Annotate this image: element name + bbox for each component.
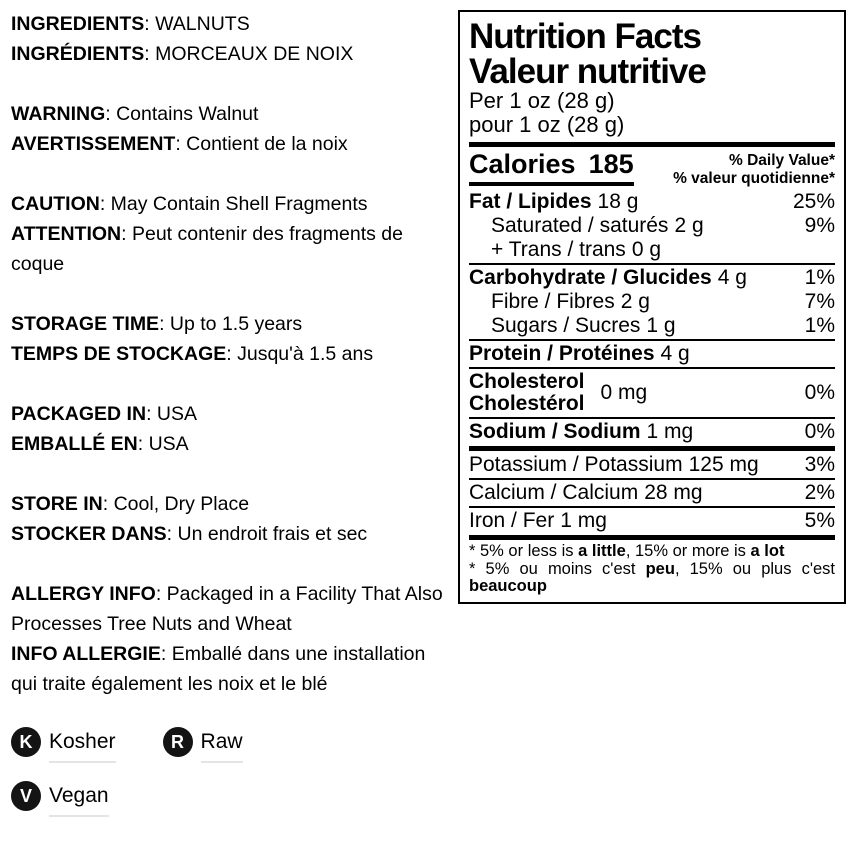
info-group [11,399,453,459]
info-line-label: PACKAGED IN [11,403,147,425]
nutrient-row [469,453,835,477]
nutrient-amount: 0 g [631,238,662,261]
info-line: STORE IN: Cool, Dry Place [11,493,250,515]
panel-title-fr: Valeur nutritive [469,52,706,91]
nutrient-row [469,190,835,214]
info-line-label: AVERTISSEMENT [11,133,176,155]
nutrient-amount: 2 g [620,290,650,313]
info-line: INGREDIENTS: WALNUTS [11,13,250,35]
info-line-label: ATTENTION [11,223,122,245]
info-line: STORAGE TIME: Up to 1.5 years [11,313,303,335]
nutrient-name: Protein / Protéines [469,342,655,365]
certification-badges [11,727,411,835]
info-line-label: INGREDIENTS [11,13,145,35]
footnote-en [469,543,835,561]
divider-thin [469,263,835,265]
footnote-fragment: a lot [750,542,785,560]
info-line-label: STORE IN [11,493,103,515]
daily-value-percent: 25% [792,190,835,213]
raw-icon: R [163,727,193,757]
footnote-fragment: peu [645,559,675,578]
info-line: AVERTISSEMENT: Contient de la noix [11,133,348,155]
nutrient-row [469,370,835,416]
daily-value-percent: 9% [804,214,835,237]
divider-thick [469,535,835,540]
divider-thin [469,417,835,419]
nutrient-amount: 4 g [660,342,690,365]
nutrient-name-line: Cholesterol [469,370,585,393]
badge-row [11,781,411,817]
info-group [11,9,453,69]
calories-value [469,150,634,186]
info-group [11,579,453,699]
divider-thin [469,367,835,369]
footnote-fragment: * 5% or less is [469,542,579,560]
info-line-label: INFO ALLERGIE [11,643,161,665]
nutrient-name: Sugars / Sucres [491,314,641,337]
divider-thick [469,142,835,147]
info-line-label: STOCKER DANS [11,523,167,545]
info-line: CAUTION: May Contain Shell Fragments [11,193,368,215]
badge-label: Kosher [49,727,116,763]
footnote-fragment: , 15% ou plus c'est [674,559,836,578]
info-line: TEMPS DE STOCKAGE: Jusqu'à 1.5 ans [11,343,374,365]
nutrient-name: + Trans / trans [491,238,626,261]
nutrient-row [469,266,835,290]
info-line: INFO ALLERGIE: Emballé dans une installation qui traite également les noix et le blé [11,643,426,695]
daily-value-percent: 1% [804,314,835,337]
calories-number: 185 [588,149,634,179]
info-line: INGRÉDIENTS: MORCEAUX DE NOIX [11,43,354,65]
nutrient-name: Iron / Fer [469,509,555,532]
panel-title-en: Nutrition Facts [469,17,701,56]
vegan-icon: V [11,781,41,811]
footnote-fragment: * 5% ou moins c'est [469,559,646,578]
nutrient-amount: 1 g [646,314,676,337]
nutrient-amount: 18 g [597,190,639,213]
info-line: STOCKER DANS: Un endroit frais et sec [11,523,368,545]
nutrient-row [469,238,835,262]
daily-value-percent: 1% [804,266,835,289]
footnote [469,543,835,596]
nutrient-name [469,371,585,415]
info-line-label: CAUTION [11,193,100,215]
nutrient-amount: 4 g [717,266,747,289]
info-group [11,309,453,369]
nutrient-name: Carbohydrate / Glucides [469,266,712,289]
nutrient-name: Saturated / saturés [491,214,669,237]
badge-row [11,727,411,763]
nutrient-row [469,420,835,444]
info-line-label: INGRÉDIENTS [11,43,145,65]
nutrient-name: Fat / Lipides [469,190,592,213]
nutrient-name: Calcium / Calcium [469,481,639,504]
nutrient-amount: 28 mg [644,481,703,504]
info-line-label: STORAGE TIME [11,313,160,335]
nutrient-row [469,314,835,338]
divider-thin [469,478,835,480]
info-line-label: ALLERGY INFO [11,583,156,605]
daily-value-percent: 0% [804,420,835,443]
badge-label: Raw [201,727,243,763]
nutrient-amount: 1 mg [560,509,607,532]
nutrient-row [469,481,835,505]
footnote-fragment: , 15% or more is [625,542,751,560]
daily-value-header-en: % Daily Value* [729,152,835,169]
info-group [11,189,453,279]
info-line: ALLERGY INFO: Packaged in a Facility That Also Processes Tree Nuts and Wheat [11,583,443,635]
info-line-label: TEMPS DE STOCKAGE [11,343,227,365]
calories-label: Calories [469,149,576,179]
info-group [11,489,453,549]
info-line: EMBALLÉ EN: USA [11,433,189,455]
daily-value-header-fr: % valeur quotidienne* [673,170,835,187]
nutrient-amount: 1 mg [646,420,694,443]
nutrient-amount: 2 g [674,214,704,237]
footnote-fragment: beaucoup [469,577,547,595]
info-line-label: WARNING [11,103,106,125]
nutrient-row [469,342,835,366]
serving-size-fr: pour 1 oz (28 g) [469,112,625,137]
nutrition-facts-panel [458,10,846,604]
badge-label: Vegan [49,781,109,817]
daily-value-header [673,152,835,188]
daily-value-percent: 5% [804,509,835,532]
nutrient-amount: 125 mg [688,453,759,476]
daily-value-percent: 0% [804,381,835,404]
nutrient-row [469,509,835,533]
badge-kosher [11,727,116,763]
nutrient-name: Potassium / Potassium [469,453,683,476]
product-info-column [11,9,453,729]
nutrient-row [469,290,835,314]
footnote-fr [469,561,835,596]
nutrient-amount: 0 mg [600,381,648,404]
calories-row [469,150,835,188]
nutrient-name: Fibre / Fibres [491,290,615,313]
nutrient-name: Sodium / Sodium [469,420,641,443]
badge-vegan [11,781,109,817]
info-line: WARNING: Contains Walnut [11,103,259,125]
footnote-fragment: a little [578,542,626,560]
divider-thin [469,339,835,341]
info-line: PACKAGED IN: USA [11,403,197,425]
daily-value-percent: 7% [804,290,835,313]
divider-thick [469,446,835,451]
nutrient-rows [469,190,835,540]
nutrient-row [469,214,835,238]
nutrient-name-line: Cholestérol [469,392,585,415]
kosher-icon: K [11,727,41,757]
badge-raw [163,727,243,763]
serving-size-en: Per 1 oz (28 g) [469,88,615,113]
info-line: ATTENTION: Peut contenir des fragments de coque [11,223,403,275]
daily-value-percent: 3% [804,453,835,476]
daily-value-percent: 2% [804,481,835,504]
info-line-label: EMBALLÉ EN [11,433,138,455]
divider-thin [469,506,835,508]
info-group [11,99,453,159]
